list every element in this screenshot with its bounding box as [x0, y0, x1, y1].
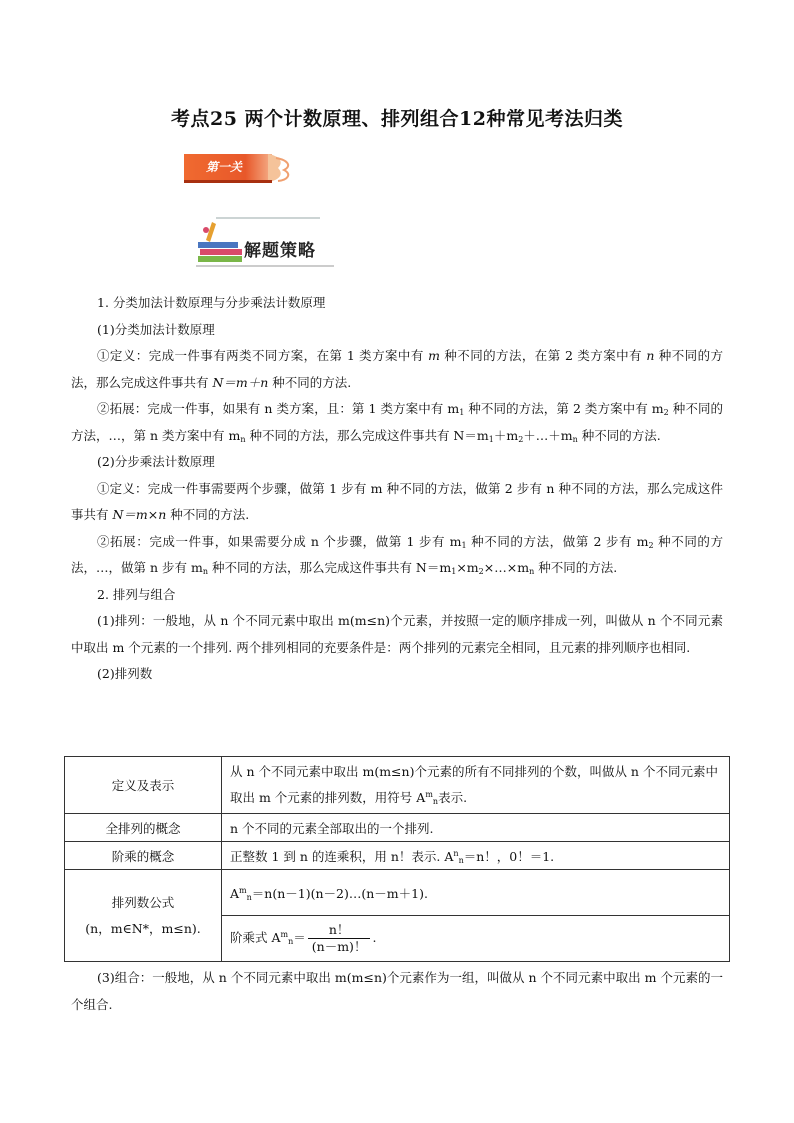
table-cell: 阶乘的概念: [65, 842, 222, 870]
table-row: [65, 842, 730, 870]
strategy-label: 解题策略: [244, 241, 316, 261]
section-1a-heading: (1)分类加法计数原理: [97, 321, 215, 337]
combination-section: [71, 965, 723, 1018]
table-cell: 阶乘式 $A^m_n=$ $\frac{n!}{(n-m)!}$ .: [222, 916, 730, 962]
table-row: [65, 814, 730, 842]
table-row: [65, 870, 730, 916]
level-banner: [184, 152, 296, 184]
permutation-table: [64, 756, 730, 962]
section-1b-heading: (2)分步乘法计数原理: [97, 454, 215, 469]
table-cell: n 个不同的元素全部取出的一个排列.: [222, 814, 730, 842]
section-1a-definition: ①定义：完成一件事有两类不同方案，在第 1 类方案中有 m 种不同的方法，在第 2 类方案中有 n 种不同的方法，那么完成这件事共有 N＝m＋n 种不同的方法.: [71, 348, 723, 390]
table-cell: 正整数 1 到 n 的连乘积，用 n！表示. $A^n_n=n$！，0！＝1.: [222, 842, 730, 870]
table-cell: 从 n 个不同元素中取出 m(m≤n)个元素的所有不同排列的个数，叫做从 n 个不同元素中取出 m 个元素的排列数，用符号 $A^m_n$表示.: [222, 757, 730, 814]
section-1b-extension: ②拓展：完成一件事，如果需要分成 n 个步骤，做第 1 步有 $m_1$ 种不同的方法，做第 2 步有 $m_2$ 种不同的方法，…，做第 n 步有 $m_n$ 种不同的方法，那么完成这件事共有 $N=m_1\times m_2\times\dots\times m_n$ 种不同的方法.: [71, 533, 723, 576]
banner-label: 第一关: [206, 160, 243, 174]
table-cell: 全排列的概念: [65, 814, 222, 842]
strategy-header: [196, 214, 336, 270]
section-2-heading: 2. 排列与组合: [97, 586, 176, 602]
section-1-heading: 1. 分类加法计数原理与分步乘法计数原理: [97, 295, 326, 310]
page-title: 考点25 两个计数原理、排列组合12种常见考法归类: [171, 108, 623, 130]
table-cell: 定义及表示: [65, 757, 222, 814]
main-content: [71, 290, 723, 688]
table-cell: $A^m_n=n(n-1)(n-2)\dots(n-m+1)$.: [222, 870, 730, 916]
section-2b-heading: (2)排列数: [97, 666, 153, 681]
section-2c-combination: (3)组合：一般地，从 n 个不同元素中取出 m(m≤n)个元素作为一组，叫做从 n 个不同元素中取出 m 个元素的一个组合.: [71, 970, 723, 1012]
table-cell: 排列数公式 (n，m∈N*，m≤n).: [65, 870, 222, 962]
table-row: [65, 757, 730, 814]
factorial-fraction: $\frac{n!}{(n-m)!}$: [308, 922, 371, 955]
section-2a-permutation: (1)排列：一般地，从 n 个不同元素中取出 m(m≤n)个元素，并按照一定的顺序排成一列，叫做从 n 个不同元素中取出 m 个元素的一个排列. 两个排列相同的充要条件是：两个排列的元素完全相同，且元素的排列顺序也相同.: [71, 613, 723, 655]
section-1a-extension: ②拓展：完成一件事，如果有 n 类方案，且：第 1 类方案中有 $m_1$ 种不同的方法，第 2 类方案中有 $m_2$ 种不同的方法，…，第 n 类方案中有 $m_n$ 种不同的方法，那么完成这件事共有 $N=m_1+m_2+\dots+m_n$ 种不同的方法.: [71, 401, 724, 444]
section-1b-definition: ①定义：完成一件事需要两个步骤，做第 1 步有 m 种不同的方法，做第 2 步有 n 种不同的方法，那么完成这件事共有 N＝m×n 种不同的方法.: [71, 480, 723, 522]
